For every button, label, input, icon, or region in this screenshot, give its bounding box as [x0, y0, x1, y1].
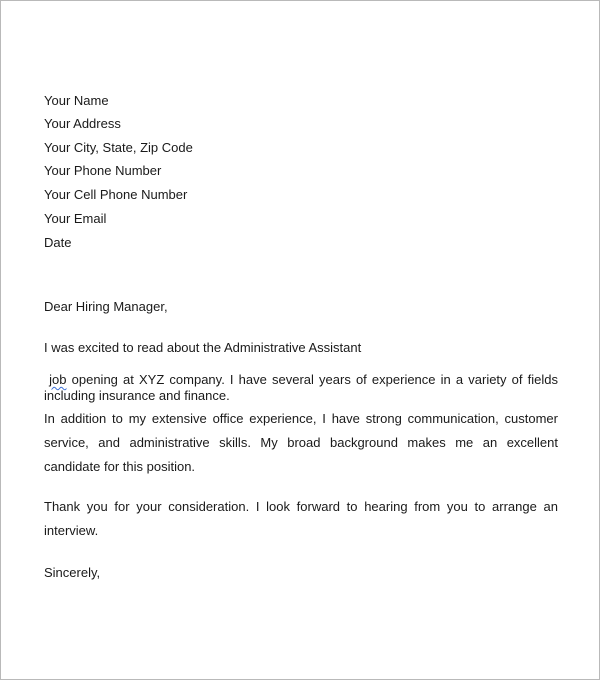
paragraph-2-line-3: candidate for this position. — [44, 459, 196, 474]
spellcheck-flagged-word[interactable]: job — [49, 372, 67, 387]
paragraph-3-line-1: Thank you for your consideration. I look forward to hearing from you to arrange an — [44, 499, 558, 514]
sender-name: Your Name — [44, 93, 109, 108]
paragraph-3-line-2: interview. — [44, 523, 99, 538]
salutation: Dear Hiring Manager, — [44, 299, 168, 314]
sender-city-state-zip: Your City, State, Zip Code — [44, 140, 193, 155]
paragraph-1-line-1-text: opening at XYZ company. I have several years of experience in a variety of fields — [66, 372, 558, 387]
letter-date: Date — [44, 235, 72, 250]
sender-phone: Your Phone Number — [44, 163, 162, 178]
sender-address: Your Address — [44, 116, 121, 131]
closing: Sincerely, — [44, 565, 101, 580]
paragraph-1-line-1 — [44, 372, 558, 388]
paragraph-2-line-1: In addition to my extensive office experience, I have strong communication, customer — [44, 411, 558, 426]
paragraph-1-line-2: including insurance and finance. — [44, 388, 230, 403]
sender-cell-phone: Your Cell Phone Number — [44, 187, 188, 202]
intro-line: I was excited to read about the Administrative Assistant — [44, 340, 362, 355]
sender-email: Your Email — [44, 211, 107, 226]
paragraph-2-line-2: service, and administrative skills. My broad background makes me an excellent — [44, 435, 558, 450]
